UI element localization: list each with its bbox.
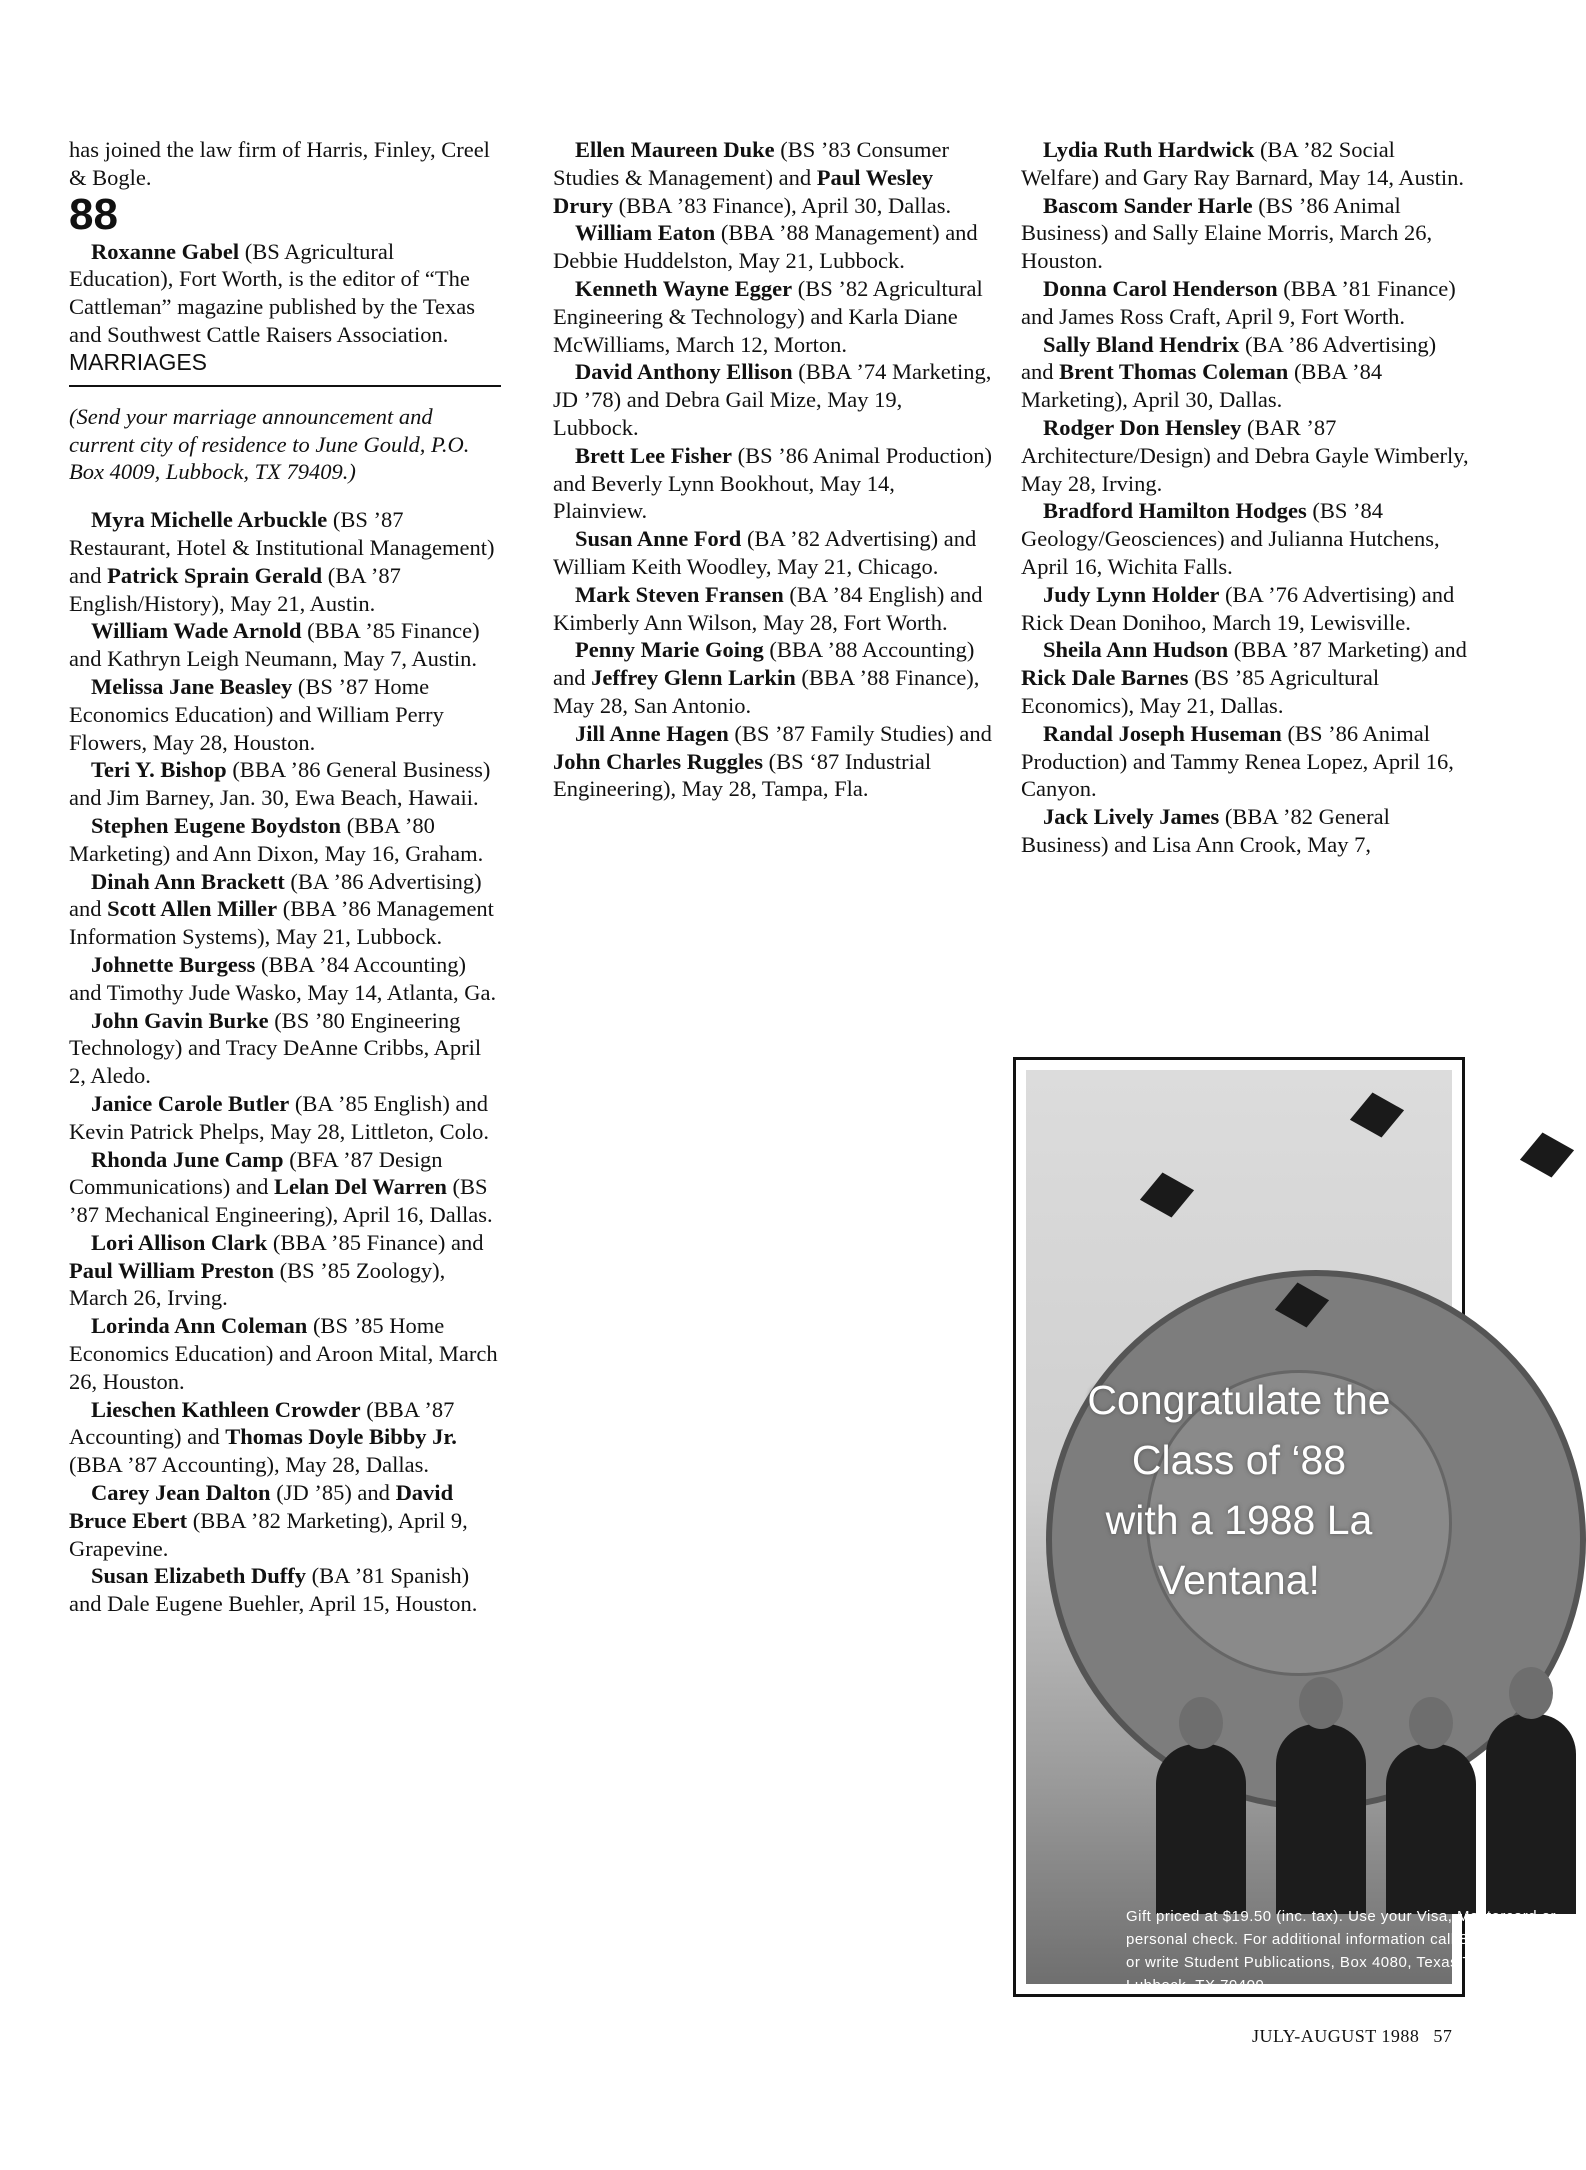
- entry-text: (BBA ’85 Finance) and Kathryn Leigh Neumann, May 7, Austin.: [69, 618, 480, 672]
- entry-text: (BBA ’88 Finance), May 28, San Antonio.: [553, 665, 980, 718]
- entry-name: Susan Elizabeth Duffy: [91, 1563, 307, 1589]
- entry-name: William Wade Arnold: [91, 618, 302, 644]
- entry-text: (BS ’87 Mechanical Engineering), April 16, Dallas.: [69, 1174, 493, 1228]
- marriage-entry: [69, 1090, 501, 1146]
- marriage-entry: [1021, 636, 1471, 719]
- entry-text: (BBA ’86 General Business) and Jim Barney, Jan. 30, Ewa Beach, Hawaii.: [69, 757, 491, 811]
- page-footer: [1252, 2026, 1452, 2047]
- entry-text: (BS ‘87 Industrial Engineering), May 28, Tampa, Fla.: [553, 748, 932, 802]
- mortarboard-cap-image: [1350, 1093, 1404, 1138]
- entry-name: Jack Lively James: [1043, 804, 1220, 830]
- graduate-figure: [1486, 1714, 1576, 1914]
- marriage-list: [69, 506, 501, 1618]
- column-2: [553, 136, 993, 803]
- ad-slogan-line: with a 1988 La Ventana!: [1105, 1497, 1373, 1603]
- entry-text: (BBA ’87 Marketing) and: [1228, 637, 1467, 663]
- ad-slogan: [1026, 1370, 1452, 1610]
- marriage-entry: [553, 219, 993, 275]
- entry-name: William Eaton: [575, 220, 716, 246]
- marriage-entry: [69, 1007, 501, 1090]
- entry-spouse-name: David Bruce Ebert: [69, 1480, 454, 1533]
- marriage-entry: [1021, 331, 1471, 414]
- marriage-entry: [1021, 414, 1471, 497]
- marriage-entry: [1021, 497, 1471, 580]
- graduate-head: [1509, 1667, 1553, 1719]
- entry-text: (BA ’86 Advertising) and: [1021, 331, 1437, 385]
- entry-name: Myra Michelle Arbuckle: [91, 507, 328, 533]
- marriage-entry: [553, 525, 993, 581]
- entry-name: Sally Bland Hendrix: [1043, 331, 1240, 357]
- entry-name: Bradford Hamilton Hodges: [1043, 498, 1307, 524]
- entry-text: (JD ’85) and: [270, 1480, 396, 1506]
- entry-spouse-name: Jeffrey Glenn Larkin: [591, 665, 796, 691]
- entry-text: (BA ’82 Advertising) and William Keith Woodley, May 21, Chicago.: [553, 526, 977, 579]
- graduates-photo: [1026, 1070, 1559, 1994]
- entry-text: (BS ’85 Home Economics Education) and Aroon Mital, March 26, Houston.: [69, 1313, 498, 1394]
- entry-text: (BS ’86 Animal Business) and Sally Elaine Morris, March 26, Houston.: [1021, 192, 1433, 274]
- entry-text: (BA ’85 English) and Kevin Patrick Phelps, May 28, Littleton, Colo.: [69, 1090, 489, 1144]
- marriage-entry: [1021, 581, 1471, 637]
- entry-name: Lorinda Ann Coleman: [91, 1313, 308, 1339]
- marriage-entry: [69, 1562, 501, 1618]
- entry-spouse-name: Patrick Sprain Gerald: [107, 562, 323, 588]
- column-1: [69, 136, 501, 1618]
- marriage-entry: [69, 1396, 501, 1479]
- marriage-entry: [1021, 192, 1471, 275]
- entry-text: (BA ’81 Spanish) and Dale Eugene Buehler, April 15, Houston.: [69, 1563, 478, 1617]
- marriage-entry: [69, 756, 501, 812]
- entry-name: Jill Anne Hagen: [575, 720, 729, 746]
- entry-text: (BS ’85 Zoology), March 26, Irving.: [69, 1257, 446, 1311]
- entry-text: (BBA ’83 Finance), April 30, Dallas.: [613, 192, 952, 218]
- entry-text: (BS Agricultural Education), Fort Worth, is the editor of “The Cattleman” magazine published by the Texas and Southwest Cattle Raisers Association.: [69, 238, 476, 347]
- mortarboard-cap-image: [1520, 1133, 1574, 1178]
- marriage-entry: [69, 506, 501, 617]
- intro-text: has joined the law firm of Harris, Finley, Creel & Bogle.: [69, 137, 490, 190]
- entry-spouse-name: Lelan Del Warren: [273, 1174, 447, 1200]
- yearbook-advertisement: [1013, 1057, 1559, 1997]
- marriage-entry: [553, 136, 993, 219]
- issue-date: JULY-AUGUST 1988: [1252, 2026, 1420, 2046]
- entry-text: (BS ’82 Agricultural Engineering & Technology) and Karla Diane McWilliams, March 12, Morton.: [553, 275, 983, 357]
- entry-spouse-name: John Charles Ruggles: [553, 748, 764, 774]
- entry-name: Lieschen Kathleen Crowder: [91, 1396, 361, 1422]
- entry-text: (BS ’85 Agricultural Economics), May 21, Dallas.: [1021, 665, 1380, 718]
- entry-name: Teri Y. Bishop: [91, 757, 227, 783]
- entry-text: (BS ’83 Consumer Studies & Management) and: [553, 137, 949, 190]
- page-number: 57: [1433, 2026, 1453, 2046]
- entry-name: Sheila Ann Hudson: [1043, 637, 1229, 663]
- graduate-head: [1409, 1697, 1453, 1749]
- entry-text: (BBA ’82 Marketing), April 9, Grapevine.: [69, 1507, 468, 1561]
- marriage-entry: [1021, 275, 1471, 331]
- entry-name: Lori Allison Clark: [91, 1229, 268, 1255]
- entry-text: (BS ’80 Engineering Technology) and Tracy DeAnne Cribbs, April 2, Aledo.: [69, 1007, 482, 1089]
- entry-name: Carey Jean Dalton: [91, 1480, 271, 1506]
- entry-text: (BBA ’82 General Business) and Lisa Ann Crook, May 7,: [1021, 804, 1390, 857]
- entry-name: Brett Lee Fisher: [575, 442, 733, 468]
- entry-text: (BA ’87 English/History), May 21, Austin.: [69, 562, 401, 616]
- entry-name: Susan Anne Ford: [575, 526, 742, 552]
- marriage-entry: [69, 617, 501, 673]
- marriage-entry: [69, 1312, 501, 1395]
- marriage-entry: [553, 720, 993, 803]
- marriage-entry: [553, 442, 993, 525]
- entry-text: (BBA ’84 Accounting) and Timothy Jude Wasko, May 14, Atlanta, Ga.: [69, 951, 497, 1005]
- marriage-entry: [69, 673, 501, 756]
- entry-text: (BA ’84 English) and Kimberly Ann Wilson, May 28, Fort Worth.: [553, 581, 983, 635]
- entry-spouse-name: Brent Thomas Coleman: [1059, 359, 1289, 385]
- entry-text: (BS ’87 Restaurant, Hotel & Institutional Management) and: [69, 507, 495, 588]
- entry-text: (BBA ’85 Finance) and: [267, 1229, 484, 1255]
- entry-name: Roxanne Gabel: [91, 238, 240, 264]
- marriage-entry: [69, 812, 501, 868]
- entry-text: (BBA ’88 Accounting) and: [553, 637, 975, 691]
- column-3: [1021, 136, 1471, 859]
- ad-order-info: Gift priced at $19.50 (inc. tax). Use your Visa, Mastercard or personal check. For additional information call 806-742-3388 or write Student Publications, Box 4080, Texas Tech, Lubbock, TX 79409.: [1126, 1908, 1559, 1994]
- entry-text: (BBA ’84 Marketing), April 30, Dallas.: [1021, 359, 1383, 413]
- entry-text: (BFA ’87 Design Communications) and: [69, 1146, 443, 1200]
- entry-spouse-name: Thomas Doyle Bibby Jr.: [225, 1424, 457, 1450]
- class-year-heading: 88: [69, 189, 118, 239]
- mortarboard-cap-image: [1140, 1173, 1194, 1218]
- entry-name: Donna Carol Henderson: [1043, 275, 1278, 301]
- entry-name: Lydia Ruth Hardwick: [1043, 137, 1255, 162]
- marriage-entry: [553, 636, 993, 719]
- entry-text: (BAR ’87 Architecture/Design) and Debra Gayle Wimberly, May 28, Irving.: [1021, 414, 1469, 496]
- ad-slogan-line: Class of ‘88: [1131, 1437, 1347, 1483]
- entry-name: Stephen Eugene Boydston: [91, 812, 342, 838]
- graduate-figure: [1276, 1724, 1366, 1914]
- marriage-entry: [553, 581, 993, 637]
- entry-text: (BS ’86 Animal Production) and Beverly Lynn Bookhout, May 14, Plainview.: [553, 442, 993, 524]
- marriage-entry: [1021, 720, 1471, 803]
- entry-text: (BBA ’74 Marketing, JD ’78) and Debra Gail Mize, May 19, Lubbock.: [553, 359, 992, 440]
- entry-name: Kenneth Wayne Egger: [575, 275, 793, 301]
- graduate-head: [1299, 1677, 1343, 1729]
- entry-spouse-name: Rick Dale Barnes: [1021, 665, 1189, 691]
- entry-name: John Gavin Burke: [91, 1007, 269, 1033]
- section-heading: MARRIAGES: [69, 349, 501, 387]
- submission-note: (Send your marriage announcement and current city of residence to June Gould, P.O. Box 4009, Lubbock, TX 79409.): [69, 403, 470, 485]
- entry-text: (BBA ’87 Accounting), May 28, Dallas.: [69, 1452, 429, 1478]
- class-note-entry: [69, 238, 501, 349]
- entry-text: (BA ’86 Advertising) and: [69, 868, 482, 922]
- marriage-list: [553, 136, 993, 803]
- entry-name: Dinah Ann Brackett: [91, 868, 285, 894]
- graduate-head: [1179, 1697, 1223, 1749]
- entry-name: Rhonda June Camp: [91, 1146, 284, 1172]
- entry-name: Rodger Don Hensley: [1043, 414, 1242, 440]
- marriage-entry: [69, 1146, 501, 1229]
- entry-text: (BBA ’87 Accounting) and: [69, 1396, 455, 1450]
- entry-spouse-name: Paul William Preston: [69, 1257, 275, 1283]
- marriage-entry: [69, 1229, 501, 1312]
- entry-name: David Anthony Ellison: [575, 359, 793, 385]
- ad-slogan-line: Congratulate the: [1087, 1377, 1391, 1423]
- entry-text: (BS ’87 Family Studies) and: [728, 720, 992, 746]
- marriage-entry: [69, 868, 501, 951]
- marriage-entry: [69, 1479, 501, 1562]
- marriage-list: [1021, 136, 1471, 859]
- entry-name: Johnette Burgess: [91, 951, 256, 977]
- entry-name: Penny Marie Going: [575, 637, 764, 663]
- entry-spouse-name: Paul Wesley Drury: [553, 164, 934, 218]
- entry-text: (BA ’76 Advertising) and Rick Dean Donihoo, March 19, Lewisville.: [1021, 581, 1455, 635]
- entry-name: Judy Lynn Holder: [1043, 581, 1220, 607]
- graduate-figure: [1386, 1744, 1476, 1914]
- entry-name: Bascom Sander Harle: [1043, 192, 1253, 218]
- entry-text: (BBA ’80 Marketing) and Ann Dixon, May 16, Graham.: [69, 812, 484, 866]
- entry-text: (BBA ’81 Finance) and James Ross Craft, April 9, Fort Worth.: [1021, 275, 1456, 329]
- entry-name: Randal Joseph Huseman: [1043, 720, 1282, 746]
- entry-name: Mark Steven Fransen: [575, 581, 784, 607]
- graduate-figure: [1156, 1744, 1246, 1914]
- entry-text: (BBA ’86 Management Information Systems), May 21, Lubbock.: [69, 896, 494, 950]
- entry-text: (BBA ’88 Management) and Debbie Huddelston, May 21, Lubbock.: [553, 220, 978, 274]
- entry-text: (BS ’86 Animal Production) and Tammy Renea Lopez, April 16, Canyon.: [1021, 720, 1454, 802]
- entry-name: Janice Carole Butler: [91, 1090, 290, 1116]
- entry-text: (BA ’82 Social Welfare) and Gary Ray Barnard, May 14, Austin.: [1021, 137, 1465, 190]
- marriage-entry: [553, 358, 993, 441]
- entry-name: Melissa Jane Beasley: [91, 673, 293, 699]
- marriage-entry: [553, 275, 993, 358]
- entry-text: (BS ’84 Geology/Geosciences) and Julianna Hutchens, April 16, Wichita Falls.: [1021, 498, 1440, 579]
- entry-spouse-name: Scott Allen Miller: [107, 896, 278, 922]
- entry-name: Ellen Maureen Duke: [575, 137, 775, 162]
- marriage-entry: [1021, 136, 1471, 192]
- entry-text: (BS ’87 Home Economics Education) and William Perry Flowers, May 28, Houston.: [69, 673, 444, 755]
- marriage-entry: [1021, 803, 1471, 859]
- marriage-entry: [69, 951, 501, 1007]
